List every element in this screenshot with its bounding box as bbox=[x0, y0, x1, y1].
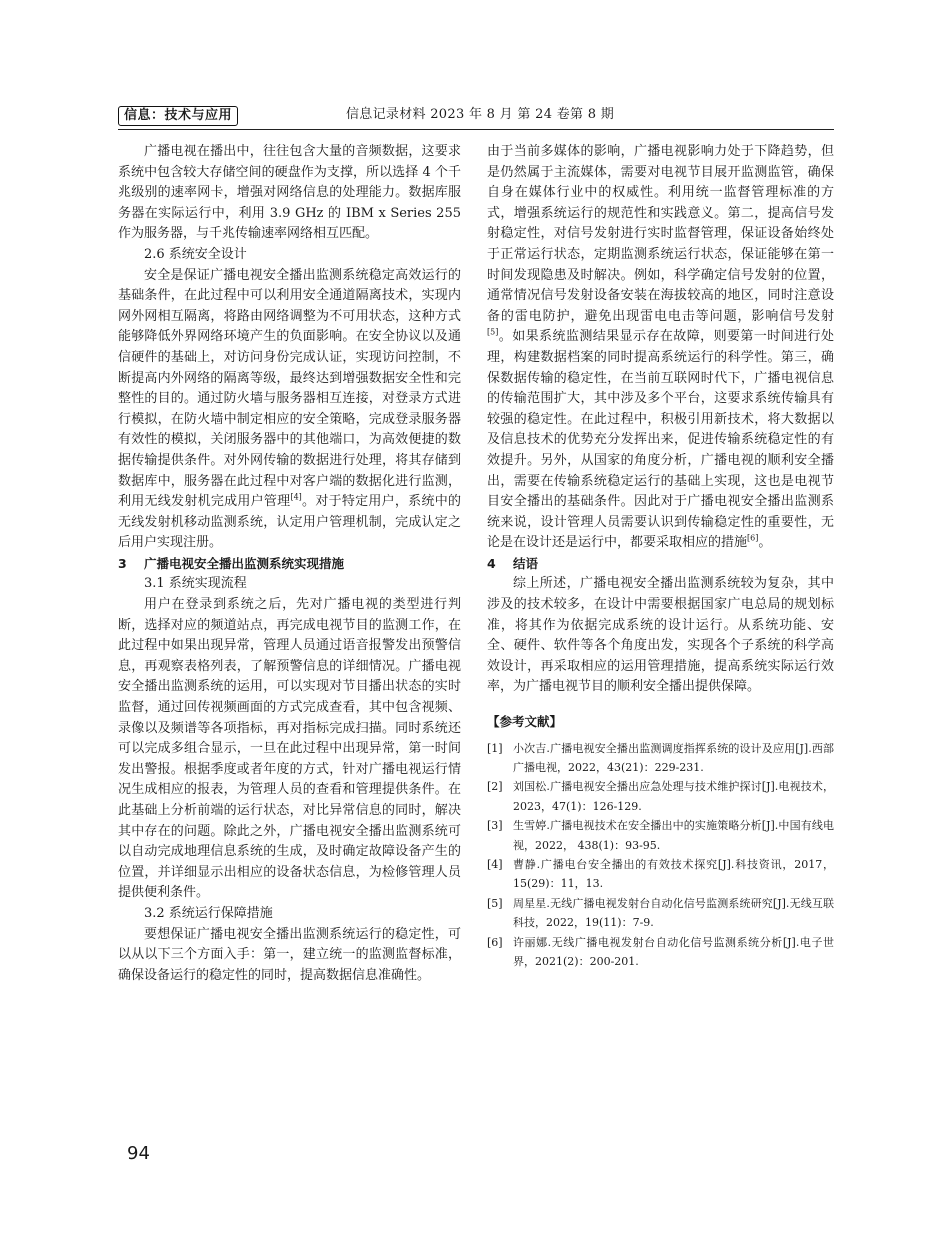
citation: [5] bbox=[487, 328, 499, 338]
section-4-heading: 4 结语 bbox=[487, 555, 539, 571]
header-rule bbox=[118, 129, 834, 130]
right-column bbox=[487, 142, 834, 972]
references-list bbox=[487, 739, 834, 972]
journal-section-tag: 信息：技术与应用 bbox=[118, 106, 238, 126]
section-3-2-heading: 3.2 系统运行保障措施 bbox=[144, 905, 273, 921]
reference-item: [4] 曹静.广播电台安全播出的有效技术探究[J].科技资讯，2017，15(29)：11，13. bbox=[487, 858, 834, 891]
paragraph-database-server: 广播电视在播出中，往往包含大量的音频数据，这要求系统中包含较大存储空间的硬盘作为支撑，所以选择 4 个千兆级别的速率网卡，增强对网络信息的处理能力。数据库服务器在实际运行中，利用 3.9 GHz 的 IBM x Series 255 作为服务器，与千兆传输速率网络相互匹配。 bbox=[118, 144, 461, 242]
paragraph-safeguard-continued: 由于当前多媒体的影响，广播电视影响力处于下降趋势，但是仍然属于主流媒体，需要对电视节目展开监测监管，确保自身在媒体行业中的权威性。利用统一监督管理标准的方式，增强系统运行的规范性和实践意义。第二，提高信号发射稳定性，对信号发射进行实时监督管理，保证设备始终处于正常运行状态，定期监测系统运行状态，保证能够在第一时间发现隐患及时解决。例如，科学确定信号发射的位置，通常情况信号发射设备安装在海拔较高的地区，同时注意设备的雷电防护，避免出现雷电电击等问题，影响信号发射[5]。如果系统监测结果显示存在故障，则要第一时间进行处理，构建数据档案的同时提高系统运行的科学性。第三，确保数据传输的稳定性，在当前互联网时代下，广播电视信息的传输范围扩大，其中涉及多个平台，这要求系统传输具有较强的稳定性。在此过程中，积极引用新技术，将大数据以及信息技术的优势充分发挥出来，促进传输系统稳定性的有效提升。另外，从国家的角度分析，广播电视的顺利安全播出，需要在传输系统稳定运行的基础上实现，这也是电视节目安全播出的基础条件。因此对于广播电视安全播出监测系统来说，设计管理人员需要认识到传输稳定性的重要性，无论是在设计还是运行中，都要采取相应的措施[6]。 bbox=[487, 144, 834, 551]
section-3-heading: 3 广播电视安全播出监测系统实现措施 bbox=[118, 555, 345, 571]
paragraph-safeguard-measures: 要想保证广播电视安全播出监测系统运行的稳定性，可以从以下三个方面入手：第一，建立统一的监测监督标准，确保设备运行的稳定性的同时，提高数据信息准确性。 bbox=[118, 926, 461, 983]
page-header bbox=[118, 106, 834, 126]
reference-item: [5] 周星星.无线广播电视发射台自动化信号监测系统研究[J].无线互联科技，2022，19(11)：7-9. bbox=[487, 896, 834, 930]
citation: [4] bbox=[290, 492, 302, 502]
citation: [6] bbox=[747, 533, 759, 543]
left-column bbox=[118, 142, 461, 986]
running-title: 信息记录材料 2023 年 8 月 第 24 卷第 8 期 bbox=[346, 107, 615, 122]
paragraph-conclusion: 综上所述，广播电视安全播出监测系统较为复杂，其中涉及的技术较多，在设计中需要根据国家广电总局的规划标准，将其作为依据完成系统的设计运行。从系统功能、安全、硬件、软件等各个角度出发，实现各个子系统的科学高效设计，再采取相应的运用管理措施，提高系统实际运行效率，为广播电视节目的顺利安全播出提供保障。 bbox=[487, 576, 834, 695]
paragraph-implementation-flow: 用户在登录到系统之后，先对广播电视的类型进行判断，选择对应的频道站点，再完成电视节目的监测工作，在此过程中如果出现异常，管理人员通过语音报警发出预警信息，再观察表格列表，了解预警信息的详细情况。广播电视安全播出监测系统的运用，可以实现对节目播出状态的实时监督，通过回传视频画面的方式完成查看，其中包含视频、录像以及频谱等各项指标，再对指标完成扫描。同时系统还可以完成多组合显示，一旦在此过程中出现异常，第一时间发出警报。根据季度或者年度的方式，针对广播电视运行情况生成相应的报表，为管理人员的查看和管理提供条件。在此基础上分析前端的运行状态，对比异常信息的同时，解决其中存在的问题。除此之外，广播电视安全播出监测系统可以自动完成地理信息系统的生成，及时确定故障设备产生的位置，并详细显示出相应的设备状态信息，为检修管理人员提供便利条件。 bbox=[118, 597, 461, 901]
paragraph-security-design: 安全是保证广播电视安全播出监测系统稳定高效运行的基础条件，在此过程中可以利用安全通道隔离技术，实现内网外网相互隔离，将路由网络调整为不可用状态，这种方式能够降低外界网络环境产生的负面影响。在安全协议以及通信硬件的基础上，对访问身份完成认证，实现访问控制，不断提高内外网络的隔离等级，最终达到增强数据安全性和完整性的目的。通过防火墙与服务器相互连接，对登录方式进行模拟，在防火墙中制定相应的安全策略，完成登录服务器有效性的模拟，关闭服务器中的其他端口，为高效便捷的数据传输提供条件。对外网传输的数据进行处理，将其存储到数据库中，服务器在此过程中对客户端的数据化进行监测，利用无线发射机完成用户管理[4]。对于特定用户，系统中的无线发射机移动监测系统，认定用户管理机制，完成认定之后用户实现注册。 bbox=[118, 267, 461, 551]
reference-item: [3] 生雪婷.广播电视技术在安全播出中的实施策略分析[J].中国有线电视，2022， 438(1)：93-95. bbox=[487, 819, 834, 852]
reference-item: [6] 许丽娜.无线广播电视发射台自动化信号监测系统分析[J].电子世界，2021(2)：200-201. bbox=[487, 935, 834, 969]
reference-item: [1] 小次吉.广播电视安全播出监测调度指挥系统的设计及应用[J].西部广播电视，2022，43(21)：229-231. bbox=[487, 741, 834, 775]
page-number: 94 bbox=[127, 1143, 150, 1164]
section-2-6-heading: 2.6 系统安全设计 bbox=[144, 246, 247, 262]
references-heading: 【参考文献】 bbox=[487, 714, 563, 730]
section-3-1-heading: 3.1 系统实现流程 bbox=[144, 576, 247, 592]
reference-item: [2] 刘国松.广播电视安全播出应急处理与技术维护探讨[J].电视技术，2023，47(1)：126-129. bbox=[487, 780, 834, 813]
